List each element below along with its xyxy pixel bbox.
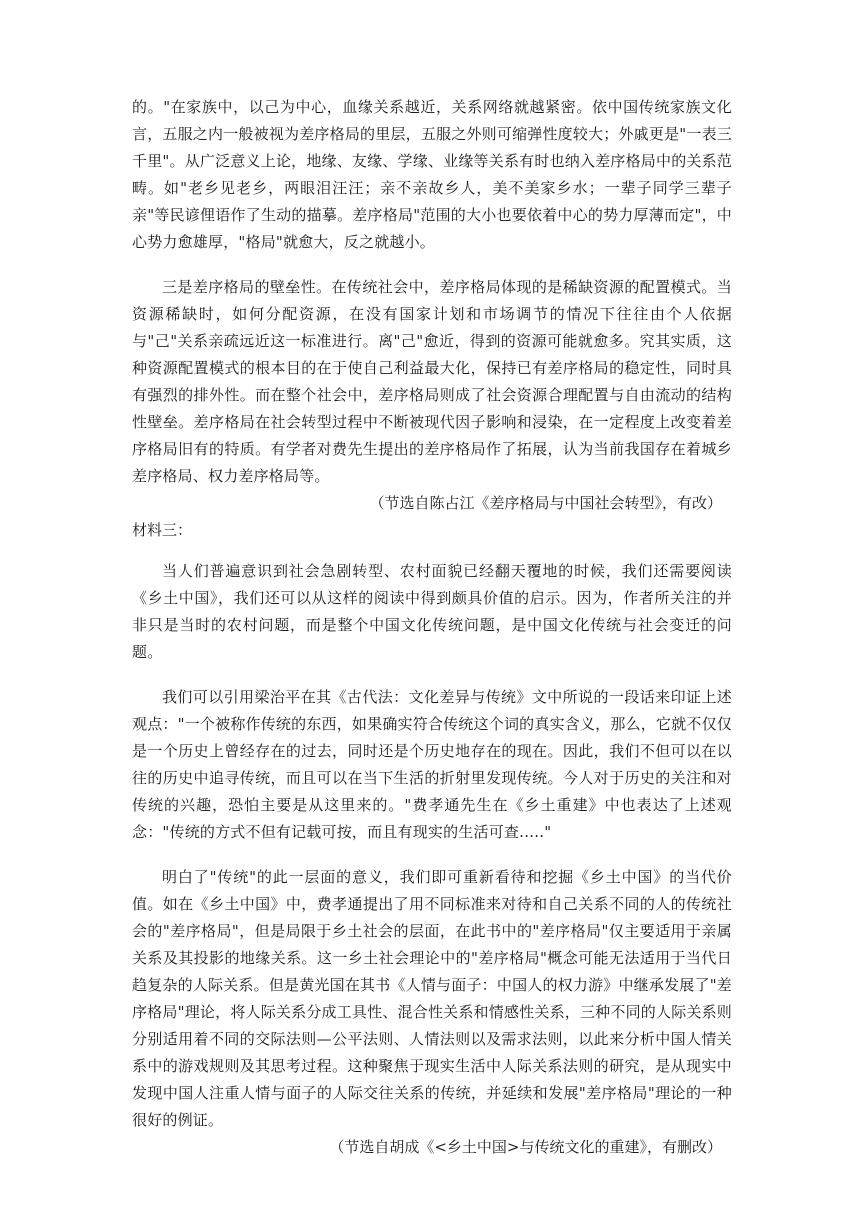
source-citation-hu: （节选自胡成《<乡土中国>与传统文化的重建》，有删改）	[329, 1138, 722, 1156]
continued-paragraph: 的。"在家族中，以己为中心，血缘关系越近，关系网络就越紧密。依中国传统家族文化言，五服之内一般被视为差序格局的里层，五服之外则可缩弹性度较大；外戚更是"一表三千里"。从广泛意义上论，地缘、友缘、学缘、业缘等关系有时也纳入差序格局中的关系范畴。如"老乡见老乡，两眼泪汪汪；亲不亲故乡人，美不美家乡水；一辈子同学三辈子亲"等民谚俚语作了生动的描摹。差序格局"范围的大小也要依着中心的势力厚薄而定"，中心势力愈雄厚，"格局"就愈大，反之就越小。	[132, 98, 732, 251]
document-page	[132, 94, 732, 1161]
material-three-heading: 材料三：	[132, 521, 193, 539]
material-three-paragraph-1: 当人们普遍意识到社会急剧转型、农村面貌已经翻天覆地的时候，我们还需要阅读《乡土中国》，我们还可以从这样的阅读中得到颇具价值的启示。因为，作者所关注的并非只是当时的农村问题，而是整个中国文化传统问题，是中国文化传统与社会变迁的问题。	[132, 562, 732, 661]
material-three-paragraph-2: 我们可以引用梁治平在其《古代法：文化差异与传统》文中所说的一段话来印证上述观点："一个被称作传统的东西，如果确实符合传统这个词的真实含义，那么，它就不仅仅是一个历史上曾经存在的过去，同时还是个历史地存在的现在。因此，我们不但可以在以往的历史中追寻传统，而且可以在当下生活的折射里发现传统。今人对于历史的关注和对传统的兴趣，恐怕主要是从这里来的。"费孝通先生在《乡土重建》中也表达了上述观念："传统的方式不但有记载可按，而且有现实的生活可查.…."	[132, 688, 732, 841]
material-three-paragraph-3: 明白了"传统"的此一层面的意义，我们即可重新看待和挖掘《乡土中国》的当代价值。如在《乡土中国》中，费孝通提出了用不同标准来对待和自己关系不同的人的传统社会的"差序格局"，但是局限于乡土社会的层面，在此书中的"差序格局"仅主要适用于亲属关系及其投影的地缘关系。这一乡土社会理论中的"差序格局"概念可能无法适用于当代日趋复杂的人际关系。但是黄光国在其书《人情与面子：中国人的权力游》中继承发展了"差序格局"理论，将人际关系分成工具性、混合性关系和情感性关系，三种不同的人际关系则分别适用着不同的交际法则—公平法则、人情法则以及需求法则，以此来分析中国人情关系中的游戏规则及其思考过程。这种聚焦于现实生活中人际关系法则的研究，是从现实中发现中国人注重人情与面子的人际交往关系的传统，并延续和发展"差序格局"理论的一种很好的例证。	[132, 868, 732, 1129]
paragraph-barrier: 三是差序格局的壁垒性。在传统社会中，差序格局体现的是稀缺资源的配置模式。当资源稀缺时，如何分配资源，在没有国家计划和市场调节的情况下往往由个人依据与"己"关系亲疏远近这一标准进行。离"己"愈近，得到的资源可能就愈多。究其实质，这种资源配置模式的根本目的在于使自己利益最大化，保持已有差序格局的稳定性，同时具有强烈的排外性。而在整个社会中，差序格局则成了社会资源合理配置与自由流动的结构性壁垒。差序格局在社会转型过程中不断被现代因子影响和浸染，在一定程度上改变着差序格局旧有的特质。有学者对费先生提出的差序格局作了拓展，认为当前我国存在着城乡差序格局、权力差序格局等。	[132, 278, 732, 485]
source-citation-chen: （节选自陈占江《差序格局与中国社会转型》，有改）	[369, 494, 722, 512]
